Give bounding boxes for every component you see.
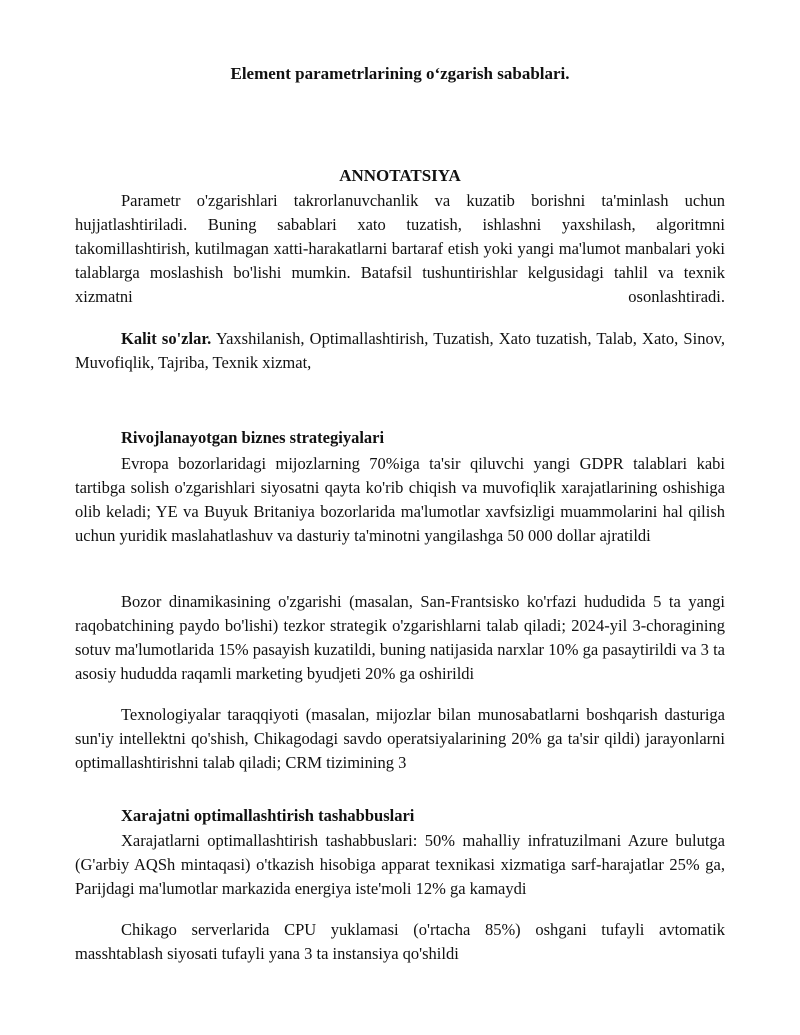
document-title: Element parametrlarining o‘zgarish sabablari. [230, 64, 570, 83]
annotation-paragraph: Parametr o'zgarishlari takrorlanuvchanlik va kuzatib borishni ta'minlash uchun hujjatlashtiriladi. Buning sabablari xato tuzatish, ishlashni yaxshilash, algoritmni takomillashtirish, kutilmagan xatti-harakatlarni bartaraf etish yoki yangi ma'lumot manbalari yoki talablarga moslashish bo'lishi mumkin. Batafsil tushuntirishlar kelgusidagi tahlil va texnik xizmatni osonlashtiradi. [75, 191, 725, 306]
keywords-label: Kalit so'zlar. [121, 329, 212, 348]
section1-paragraph-1: Evropa bozorlaridagi mijozlarning 70%iga ta'sir qiluvchi yangi GDPR talablari kabi tartibga solish o'zgarishlari siyosatni qayta ko'rib chiqish va muvofiqlik xarajatlarining oshishiga olib keladi; YE va Buyuk Britaniya bozorlarida ma'lumotlar xavfsizligi muammolarini hal qilish uchun yuridik maslahatlashuv va dasturiy ta'minotni yangilashga 50 000 dollar ajratildi [75, 454, 725, 545]
section-heading-business-strategies: Rivojlanayotgan biznes strategiyalari [121, 428, 385, 447]
section1-paragraph-2: Bozor dinamikasining o'zgarishi (masalan, San-Frantsisko ko'rfazi hududida 5 ta yangi raqobatchining paydo bo'lishi) tezkor strategik o'zgarishlarni talab qiladi; 2024-yil 3-choragining sotuv ma'lumotlarida 15% pasayish kuzatildi, buning natijasida narxlar 10% ga pasaytirildi va 3 ta asosiy hududda raqamli marketing byudjeti 20% ga oshirildi [75, 592, 725, 683]
section-heading-cost-optimization: Xarajatni optimallashtirish tashabbuslari [121, 806, 415, 825]
annotation-heading: ANNOTATSIYA [339, 166, 461, 185]
section2-paragraph-1: Xarajatlarni optimallashtirish tashabbuslari: 50% mahalliy infratuzilmani Azure bulutga (G'arbiy AQSh mintaqasi) o'tkazish hisobiga apparat texnikasi xizmatiga sarf-harajatlar 25% ga, Parijdagi ma'lumotlar markazida energiya iste'moli 12% ga kamaydi [75, 831, 725, 898]
section2-paragraph-2: Chikago serverlarida CPU yuklamasi (o'rtacha 85%) oshgani tufayli avtomatik masshtablash siyosati tufayli yana 3 ta instansiya qo'shildi [75, 920, 725, 963]
keywords-list: Yaxshilanish, Optimallashtirish, Tuzatish, Xato tuzatish, Talab, Xato, Sinov, Muvofiqlik, Tajriba, Texnik xizmat, [75, 329, 725, 372]
keywords-paragraph [75, 327, 725, 375]
section1-paragraph-3: Texnologiyalar taraqqiyoti (masalan, mijozlar bilan munosabatlarni boshqarish dasturiga sun'iy intellektni qo'shish, Chikagodagi savdo operatsiyalarining 20% ga ta'sir qildi) jarayonlarni optimallashtirishni talab qiladi; CRM tizimining 3 [75, 705, 725, 772]
